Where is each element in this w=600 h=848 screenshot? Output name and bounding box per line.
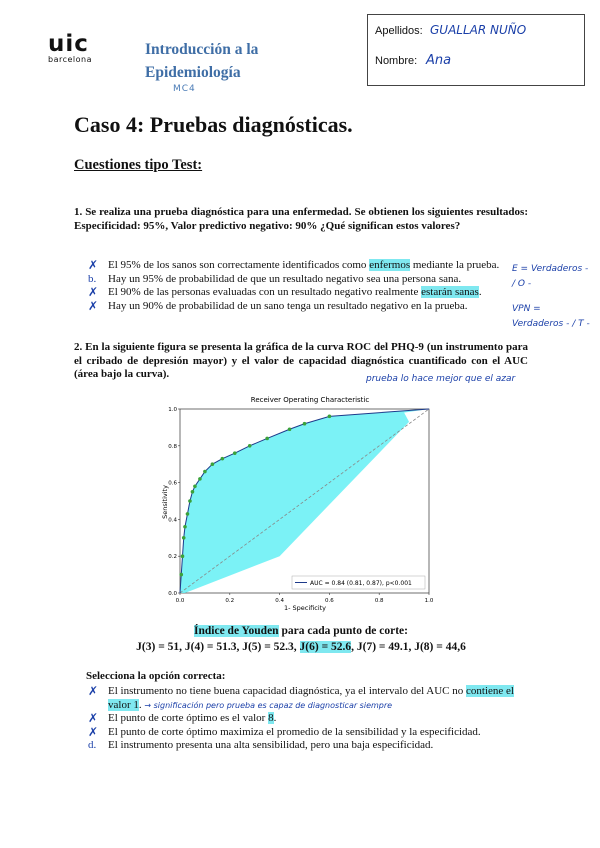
x-tick-label: 0.8 xyxy=(374,598,384,604)
handwritten-note: → significación pero prueba es capaz de diagnosticar siempre xyxy=(144,700,393,710)
select-prompt: Selecciona la opción correcta: xyxy=(86,670,226,682)
roc-point xyxy=(183,525,187,529)
q3-option-b: ✗ El punto de corte óptimo es el valor 8. xyxy=(88,711,277,726)
x-tick-label: 0.0 xyxy=(175,598,185,604)
page-title: Caso 4: Pruebas diagnósticas. xyxy=(74,112,353,137)
q1-handwritten-notes: E = Verdaderos - / O - VPN = Verdaderos - / T - xyxy=(512,264,590,329)
q1-option-c: ✗ El 90% de las personas evaluadas con un resultado negativo realmente estarán sanas. xyxy=(88,285,482,300)
cross-mark-icon: ✗ xyxy=(88,711,99,726)
youden-heading: Índice de Youden para cada punto de corte: xyxy=(194,625,408,637)
course-line2: Epidemiología xyxy=(145,64,241,81)
cross-mark-icon: ✗ xyxy=(88,684,99,698)
y-tick-label: 0.6 xyxy=(168,480,177,487)
y-axis-label: Sensitivity xyxy=(161,485,169,519)
q1-options xyxy=(90,259,510,313)
y-tick-label: 0.4 xyxy=(168,517,177,524)
highlight: enfermos xyxy=(369,259,411,271)
course-code: MC4 xyxy=(173,84,196,94)
roc-point xyxy=(265,437,269,441)
q3-option-c: ✗ El punto de corte óptimo maximiza el promedio de la sensibilidad y la especificidad. xyxy=(88,724,481,739)
q3-option-d: d. El instrumento presenta una alta sensibilidad, pero una baja especificidad. xyxy=(88,739,434,752)
surname-label: Apellidos: xyxy=(375,25,423,37)
roc-point xyxy=(248,444,252,448)
y-tick-label: 1.0 xyxy=(168,407,177,413)
question-1: 1. Se realiza una prueba diagnóstica para una enfermedad. Se obtienen los siguientes resultados: Especificidad: 95%, Valor predictivo negativo: 90% ¿Qué significan estos valores? xyxy=(74,206,528,232)
course-line1: Introducción a la xyxy=(145,41,259,58)
roc-point xyxy=(203,470,207,474)
roc-point xyxy=(188,499,192,503)
roc-point xyxy=(328,415,332,419)
name-value: Ana xyxy=(426,53,452,68)
cross-mark-icon: ✗ xyxy=(88,285,99,300)
legend-text: AUC = 0.84 (0.81, 0.87), p<0.001 xyxy=(310,580,412,587)
roc-point xyxy=(221,457,225,461)
logo-main: uic xyxy=(48,31,89,57)
roc-point xyxy=(181,554,185,558)
roc-point xyxy=(233,451,237,455)
cross-mark-icon: ✗ xyxy=(88,258,99,272)
roc-point xyxy=(193,484,197,488)
roc-point xyxy=(303,422,307,426)
y-tick-label: 0.8 xyxy=(168,443,177,450)
y-tick-label: 0.0 xyxy=(168,591,177,597)
answer-letter: d. xyxy=(88,739,97,752)
x-tick-label: 0.2 xyxy=(225,598,235,604)
surname-value: GUALLAR NUÑO xyxy=(430,23,527,37)
roc-point xyxy=(182,536,186,540)
roc-handwritten-note: prueba lo hace mejor que el azar xyxy=(366,374,516,384)
name-label: Nombre: xyxy=(375,55,418,67)
y-tick-label: 0.2 xyxy=(168,554,177,561)
q3-option-a: ✗ El instrumento no tiene buena capacidad diagnóstica, ya el intervalo del AUC no contiene el valor 1. → significación pero prueba es capaz de diagnosticar siempre xyxy=(88,684,514,711)
x-tick-label: 1.0 xyxy=(424,598,434,604)
question-2: 2. En la siguiente figura se presenta la gráfica de la curva ROC del PHQ-9 (un instrumento para el cribado de depresión mayor) y el valor de capacidad diagnóstica cuantificado con el AUC (área bajo la curva). xyxy=(74,341,528,380)
roc-chart xyxy=(160,392,440,614)
x-axis-label: 1- Specificity xyxy=(283,604,327,612)
uic-logo xyxy=(48,33,92,64)
roc-point xyxy=(211,462,215,466)
roc-point xyxy=(198,477,202,481)
roc-point xyxy=(179,573,183,577)
q3-options xyxy=(90,685,528,753)
youden-values: J(3) = 51, J(4) = 51.3, J(5) = 52.3, J(6) = 52.6, J(7) = 49.1, J(8) = 44,6 xyxy=(136,641,466,653)
highlight: estarán sanas xyxy=(421,286,479,299)
roc-point xyxy=(186,512,190,516)
section-subtitle: Cuestiones tipo Test: xyxy=(74,157,203,173)
logo-sub: barcelona xyxy=(48,55,93,64)
course-title xyxy=(145,38,258,84)
q1-option-d: ✗ Hay un 90% de probabilidad de un sano tenga un resultado negativo en la prueba. xyxy=(88,298,468,313)
roc-point xyxy=(288,427,292,431)
q1-option-a: ✗ El 95% de los sanos son correctamente identificados como enfermos mediante la prueba. xyxy=(88,258,500,272)
cross-mark-icon: ✗ xyxy=(88,298,99,313)
roc-point xyxy=(191,490,195,494)
answer-letter: b. xyxy=(88,272,97,285)
student-name-box xyxy=(367,14,585,86)
x-tick-label: 0.4 xyxy=(275,598,284,604)
q1-option-b: b. Hay un 95% de probabilidad de que un resultado negativo sea una persona sana. xyxy=(88,272,462,285)
x-tick-label: 0.6 xyxy=(325,598,334,604)
chart-title: Receiver Operating Characteristic xyxy=(250,396,370,404)
cross-mark-icon: ✗ xyxy=(88,724,99,739)
